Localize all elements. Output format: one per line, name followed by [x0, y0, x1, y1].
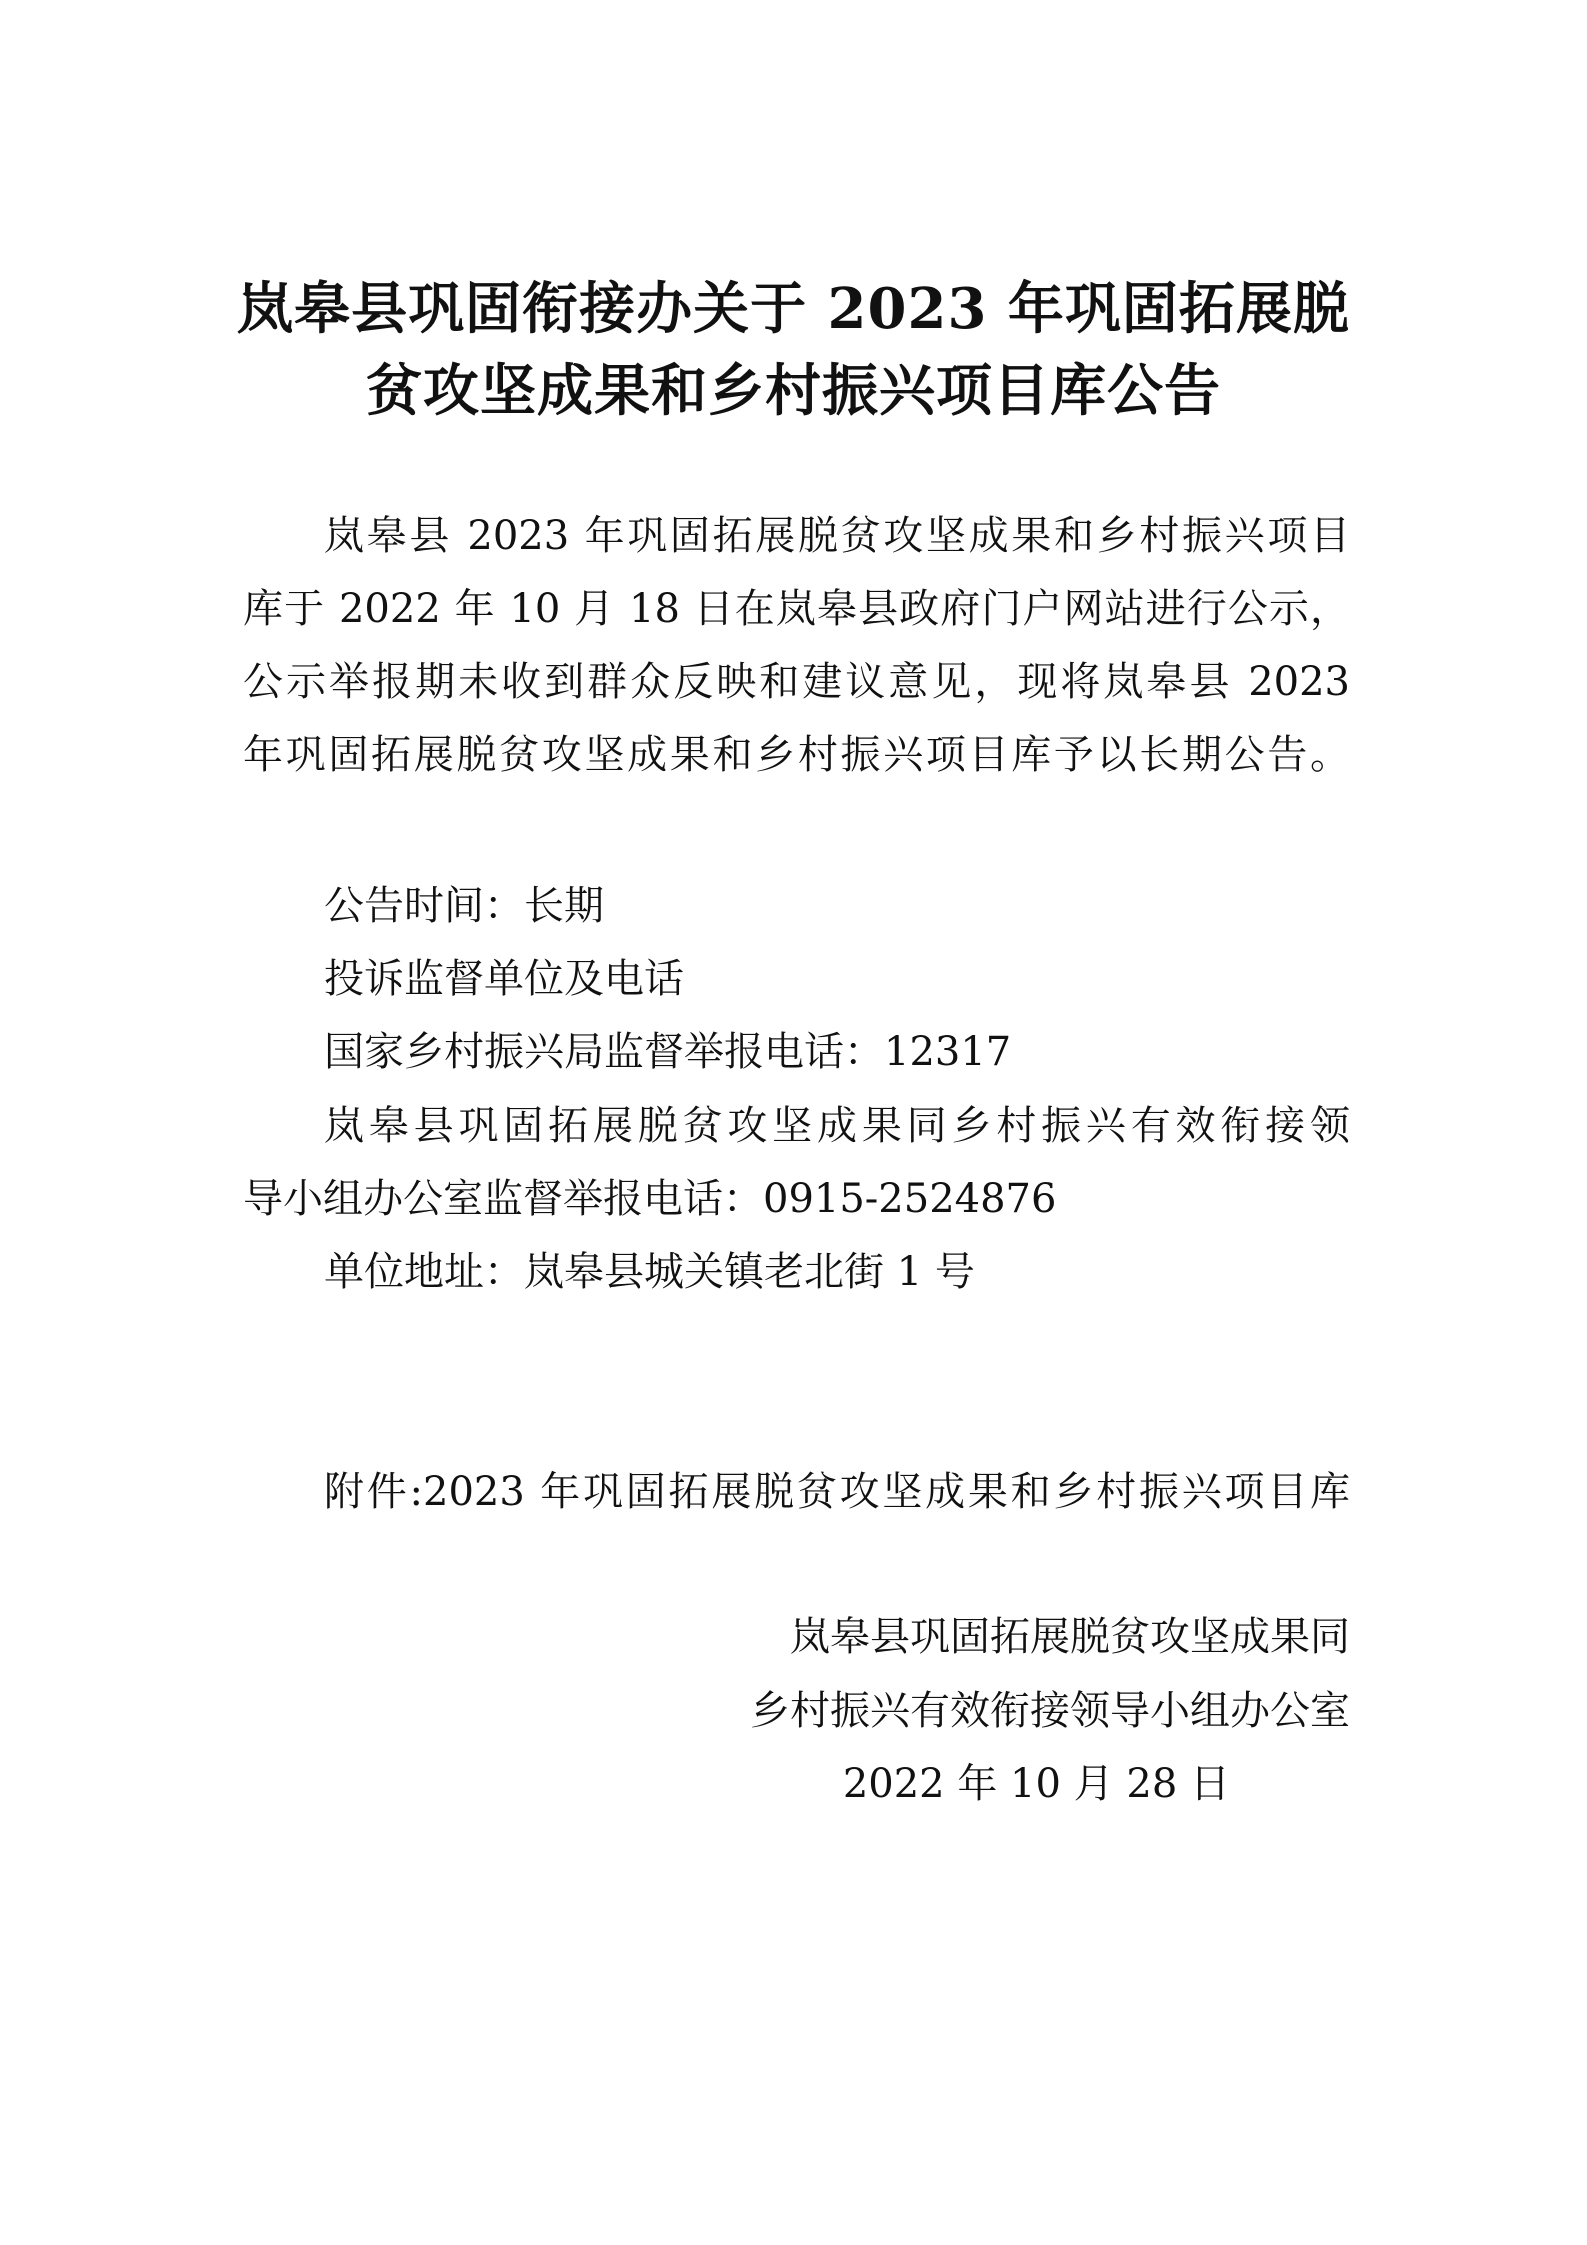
body-paragraph-line-2: 库于 2022 年 10 月 18 日在岚皋县政府门户网站进行公示， — [243, 586, 1350, 632]
signature-date: 2022 年 10 月 28 日 — [842, 1761, 1230, 1807]
signature-org-line-2: 乡村振兴有效衔接领导小组办公室 — [750, 1688, 1350, 1734]
complaint-heading: 投诉监督单位及电话 — [324, 956, 684, 1002]
body-paragraph-line-4: 年巩固拓展脱贫攻坚成果和乡村振兴项目库予以长期公告。 — [243, 732, 1350, 778]
body-paragraph-line-3: 公示举报期未收到群众反映和建议意见，现将岚皋县 2023 — [243, 659, 1350, 705]
office-address: 单位地址：岚皋县城关镇老北街 1 号 — [324, 1249, 975, 1295]
attachment-note: 附件:2023 年巩固拓展脱贫攻坚成果和乡村振兴项目库 — [324, 1469, 1350, 1515]
signature-org-line-1: 岚皋县巩固拓展脱贫攻坚成果同 — [790, 1614, 1350, 1660]
national-hotline: 国家乡村振兴局监督举报电话：12317 — [324, 1029, 1012, 1075]
document-title-line-1: 岚皋县巩固衔接办关于 2023 年巩固拓展脱 — [237, 276, 1350, 342]
document-title-line-2: 贫攻坚成果和乡村振兴项目库公告 — [366, 358, 1221, 424]
county-office-line-2: 导小组办公室监督举报电话：0915-2524876 — [243, 1176, 1057, 1222]
announcement-time: 公告时间：长期 — [324, 883, 604, 929]
county-office-line-1: 岚皋县巩固拓展脱贫攻坚成果同乡村振兴有效衔接领 — [324, 1103, 1350, 1149]
body-paragraph-line-1: 岚皋县 2023 年巩固拓展脱贫攻坚成果和乡村振兴项目 — [324, 513, 1350, 559]
